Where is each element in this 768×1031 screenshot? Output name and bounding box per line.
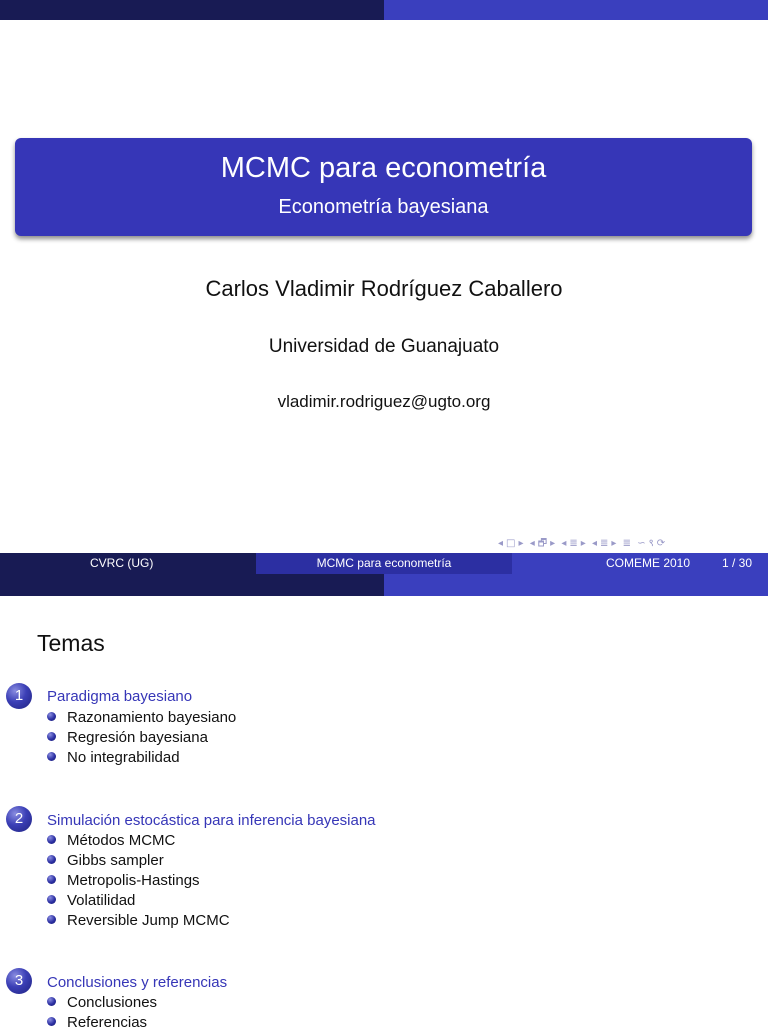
toc-subsection[interactable]: Reversible Jump MCMC bbox=[67, 912, 230, 929]
nav-prev-subsection-icon[interactable]: ◂ bbox=[591, 538, 598, 549]
nav-subsection-icon[interactable]: ≣ bbox=[600, 538, 609, 549]
institute: Universidad de Guanajuato bbox=[268, 336, 500, 357]
frame-title: Temas bbox=[37, 630, 105, 656]
footer-title-block bbox=[256, 553, 512, 574]
bullet-ball bbox=[47, 835, 56, 844]
toc-subsection[interactable]: Referencias bbox=[67, 1014, 148, 1031]
toc-subsection[interactable]: Razonamiento bayesiano bbox=[67, 709, 237, 726]
section-number-ball: 1 bbox=[6, 683, 32, 709]
toc-subsection[interactable]: Metropolis-Hastings bbox=[67, 872, 200, 889]
toc-subsection[interactable]: No integrabilidad bbox=[67, 749, 180, 766]
bullet-ball bbox=[47, 895, 56, 904]
nav-next-slide-icon[interactable]: ▸ bbox=[550, 538, 556, 549]
nav-forward-icon[interactable]: ⟳ bbox=[656, 538, 666, 549]
toc-subsection[interactable]: Volatilidad bbox=[67, 892, 136, 909]
slide-subtitle: Econometría bayesiana bbox=[278, 196, 489, 218]
slide2-header-bar-left bbox=[0, 574, 384, 596]
slide-title: MCMC para econometría bbox=[220, 152, 547, 184]
nav-prev-slide-icon[interactable]: ◂ bbox=[529, 538, 535, 549]
footer-date-block bbox=[512, 553, 768, 574]
nav-next-subsection-icon[interactable]: ▸ bbox=[611, 538, 617, 549]
nav-section-icon[interactable]: ≣ bbox=[569, 538, 578, 549]
bullet-ball bbox=[47, 997, 56, 1006]
bullet-ball bbox=[47, 752, 56, 761]
header-bar-right bbox=[384, 0, 768, 20]
nav-prev-section-icon[interactable]: ◂ bbox=[561, 538, 567, 549]
section-number-ball: 2 bbox=[6, 806, 32, 832]
bullet-ball bbox=[47, 875, 56, 884]
toc-subsection[interactable]: Gibbs sampler bbox=[67, 852, 164, 869]
footer-page-number: 1 / 30 bbox=[722, 556, 753, 570]
nav-back-icon[interactable]: ∽ bbox=[637, 538, 646, 549]
toc-section-title[interactable]: Simulación estocástica para inferencia bayesiana bbox=[47, 812, 376, 829]
footer-author: CVRC (UG) bbox=[90, 556, 154, 570]
slide2-header-bar-right bbox=[384, 574, 768, 596]
footer-conference: COMEME 2010 bbox=[606, 556, 691, 570]
footer-title: MCMC para econometría bbox=[316, 556, 452, 570]
bullet-ball bbox=[47, 712, 56, 721]
toc-section-title[interactable]: Paradigma bayesiano bbox=[47, 688, 193, 705]
author-email: vladimir.rodriguez@ugto.org bbox=[277, 392, 491, 411]
title-box bbox=[15, 138, 752, 236]
nav-next-section-icon[interactable]: ▸ bbox=[580, 538, 586, 549]
nav-search-icon[interactable]: ९ bbox=[648, 538, 654, 549]
nav-frame-icon[interactable]: □ bbox=[506, 538, 516, 549]
nav-prev-frame-icon[interactable]: ◂ bbox=[498, 538, 504, 549]
toc-subsection[interactable]: Métodos MCMC bbox=[67, 832, 176, 849]
author-name: Carlos Vladimir Rodríguez Caballero bbox=[205, 276, 563, 301]
toc-subsection[interactable]: Regresión bayesiana bbox=[67, 729, 208, 746]
nav-slide-icon[interactable]: 🗗 bbox=[537, 538, 548, 549]
bullet-ball bbox=[47, 732, 56, 741]
toc-subsection[interactable]: Conclusiones bbox=[67, 994, 158, 1011]
navigation-symbols bbox=[498, 535, 764, 549]
bullet-ball bbox=[47, 855, 56, 864]
toc-section-title[interactable]: Conclusiones y referencias bbox=[47, 974, 228, 991]
section-number-ball: 3 bbox=[6, 968, 32, 994]
nav-outline-icon[interactable]: ≣ bbox=[622, 538, 632, 549]
footer-author-block bbox=[0, 553, 256, 574]
bullet-ball bbox=[47, 1017, 56, 1026]
bullet-ball bbox=[47, 915, 56, 924]
header-bar-left bbox=[0, 0, 384, 20]
nav-next-frame-icon[interactable]: ▸ bbox=[518, 538, 524, 549]
